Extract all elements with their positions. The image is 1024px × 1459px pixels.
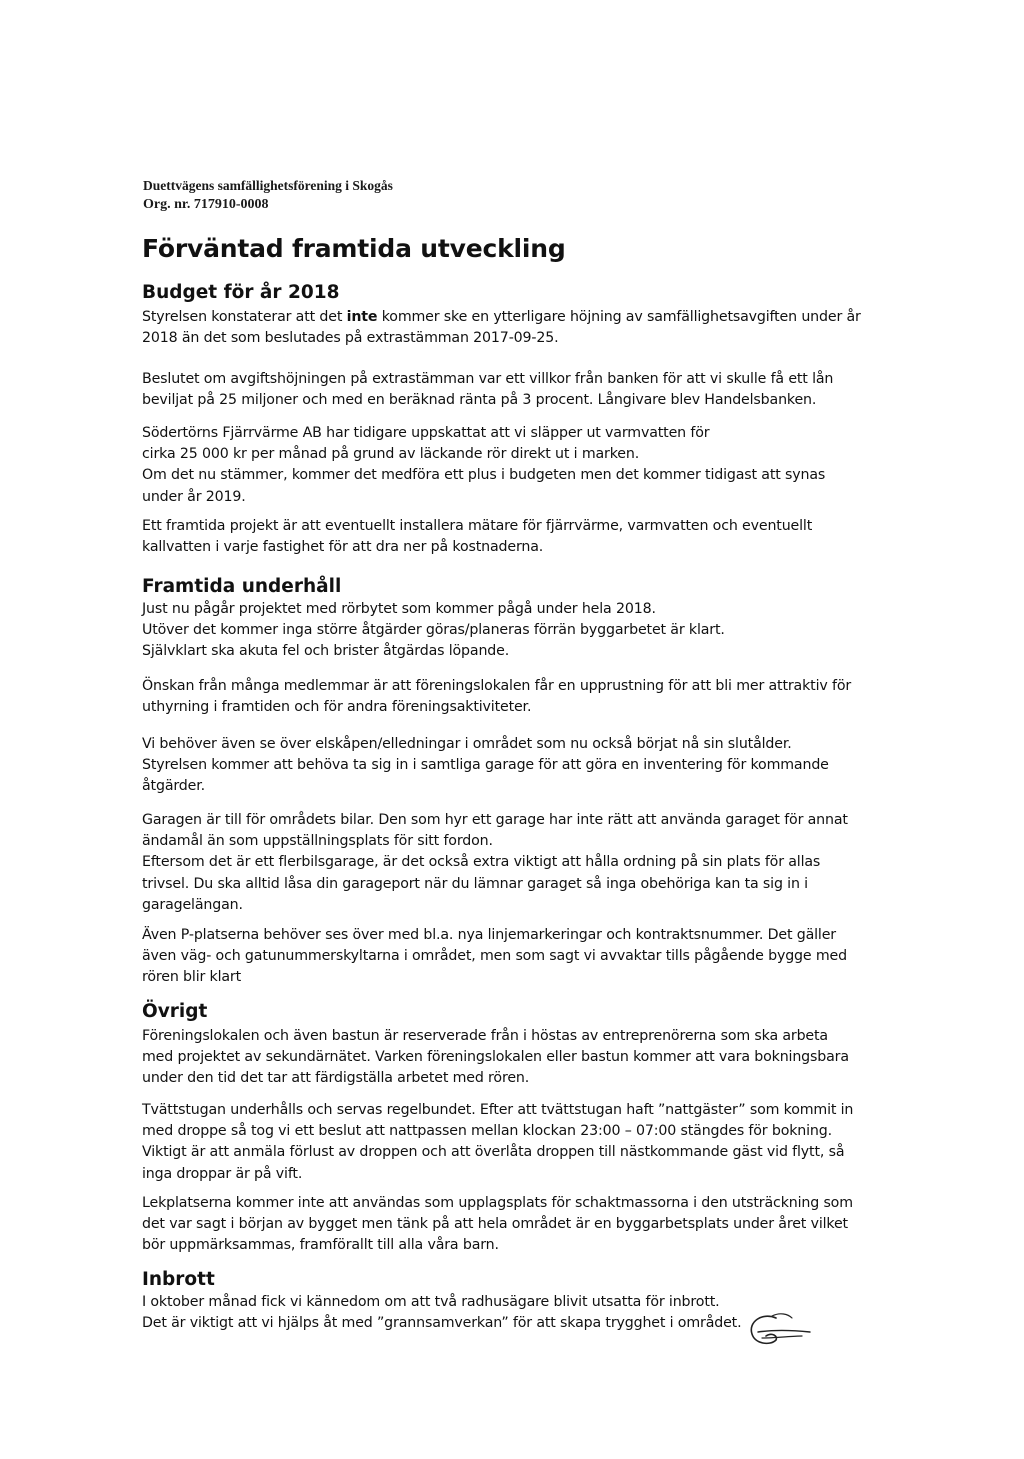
text-line: Just nu pågår projektet med rörbytet som kommer pågå under hela 2018. [142,601,656,617]
section-heading-maintenance: Framtida underhåll [142,576,342,597]
organization-number: Org. nr. 717910-0008 [143,197,269,212]
text-line: Ett framtida projekt är att eventuellt installera mätare för fjärrvärme, varmvatten och eventuellt [142,518,813,534]
text-line: Det är viktigt att vi hjälps åt med ”grannsamverkan” för att skapa trygghet i området. [142,1315,742,1332]
section-heading-burglary: Inbrott [142,1269,215,1290]
paragraph [142,734,862,798]
text-line: det var sagt i början av bygget men tänk på att hela området är en byggarbetsplats under året vilket [142,1216,848,1233]
document-header [143,176,393,214]
text-line: I oktober månad fick vi kännedom om att två radhusägare blivit utsatta för inbrott. [142,1294,720,1310]
paragraph [142,810,862,916]
text-line: Tvättstugan underhålls och servas regelbundet. Efter att tvättstugan haft ”nattgäster” som kommit in [142,1102,854,1118]
paragraph [142,1026,862,1090]
paragraph [142,599,862,663]
text-line: beviljat på 25 miljoner och med en beräknad ränta på 3 procent. Långivare blev Handelsbanken. [142,392,817,409]
text-line: bör uppmärksammas, framförallt till alla våra barn. [142,1237,499,1254]
text-line: Södertörns Fjärrvärme AB har tidigare uppskattat att vi släpper ut varmvatten för [142,425,710,441]
text-line: under år 2019. [142,488,246,505]
paragraph [142,925,862,989]
text-line: kallvatten i varje fastighet för att dra ner på kostnaderna. [142,539,544,556]
text-line: även väg- och gatunummerskyltarna i området, men som sagt vi avvaktar tills pågående bygge med [142,948,847,965]
paragraph [142,1100,862,1185]
section-heading-other: Övrigt [142,1001,208,1022]
text-line: 2018 än det som beslutades på extrastämman 2017-09-25. [142,330,559,347]
paragraph [142,676,862,718]
paragraph [142,423,862,508]
text-line: Föreningslokalen och även bastun är reserverade från i höstas av entreprenörerna som ska arbeta [142,1028,828,1044]
text-line: Självklart ska akuta fel och brister åtgärdas löpande. [142,643,510,660]
signature-icon [742,1310,812,1356]
emphasis-text: inte [346,309,378,325]
text-line: Garagen är till för områdets bilar. Den som hyr ett garage har inte rätt att använda garaget för annat [142,812,848,828]
text-line: Styrelsen kommer att behöva ta sig in i samtliga garage för att göra en inventering för kommande [142,757,829,774]
text-line: Beslutet om avgiftshöjningen på extrastämman var ett villkor från banken för att vi skulle få ett lån [142,371,834,387]
text-line: cirka 25 000 kr per månad på grund av läckande rör direkt ut i marken. [142,446,640,463]
text-line: åtgärder. [142,778,205,795]
section-heading-budget: Budget för år 2018 [142,282,340,303]
paragraph [142,307,862,349]
text-line: inga droppar är på vift. [142,1165,303,1182]
text-line: trivsel. Du ska alltid låsa din garageport när du lämnar garaget så inga obehöriga kan ta sig in i [142,875,808,892]
paragraph [142,516,862,558]
text-line: Även P-platserna behöver ses över med bl.a. nya linjemarkeringar och kontraktsnummer. Det gäller [142,927,836,943]
text-line: Lekplatserna kommer inte att användas som upplagsplats för schaktmassorna i den utsträckning som [142,1195,853,1211]
text-line: Om det nu stämmer, kommer det medföra ett plus i budgeten men det kommer tidigast att synas [142,467,826,484]
text-line: Styrelsen konstaterar att det inte kommer ske en ytterligare höjning av samfällighetsavgiften under år [142,309,861,325]
text-line: ändamål än som uppställningsplats för sitt fordon. [142,833,493,850]
text-line: Önskan från många medlemmar är att föreningslokalen får en upprustning för att bli mer attraktiv för [142,678,852,694]
text-line: rören blir klart [142,969,242,986]
text-line: uthyrning i framtiden och för andra föreningsaktiviteter. [142,699,532,716]
page-title: Förväntad framtida utveckling [142,234,566,263]
text-line: under den tid det tar att färdigställa arbetet med rören. [142,1070,530,1087]
paragraph [142,1193,862,1257]
text-line: Viktigt är att anmäla förlust av droppen och att överlåta droppen till nästkommande gäst vid flytt, så [142,1144,845,1161]
paragraph [142,369,862,411]
association-name: Duettvägens samfällighetsförening i Skogås [143,178,393,193]
text-line: Utöver det kommer inga större åtgärder göras/planeras förrän byggarbetet är klart. [142,622,725,639]
text-line: Eftersom det är ett flerbilsgarage, är det också extra viktigt att hålla ordning på sin plats för allas [142,854,821,871]
text-line: Vi behöver även se över elskåpen/elledningar i området som nu också börjat nå sin slutålder. [142,736,792,752]
text-line: garagelängan. [142,896,243,913]
text-line: med droppe så tog vi ett beslut att nattpassen mellan klockan 23:00 – 07:00 stängdes för bokning. [142,1123,832,1140]
text-line: med projektet av sekundärnätet. Varken föreningslokalen eller bastun kommer att vara bokningsbara [142,1049,849,1066]
